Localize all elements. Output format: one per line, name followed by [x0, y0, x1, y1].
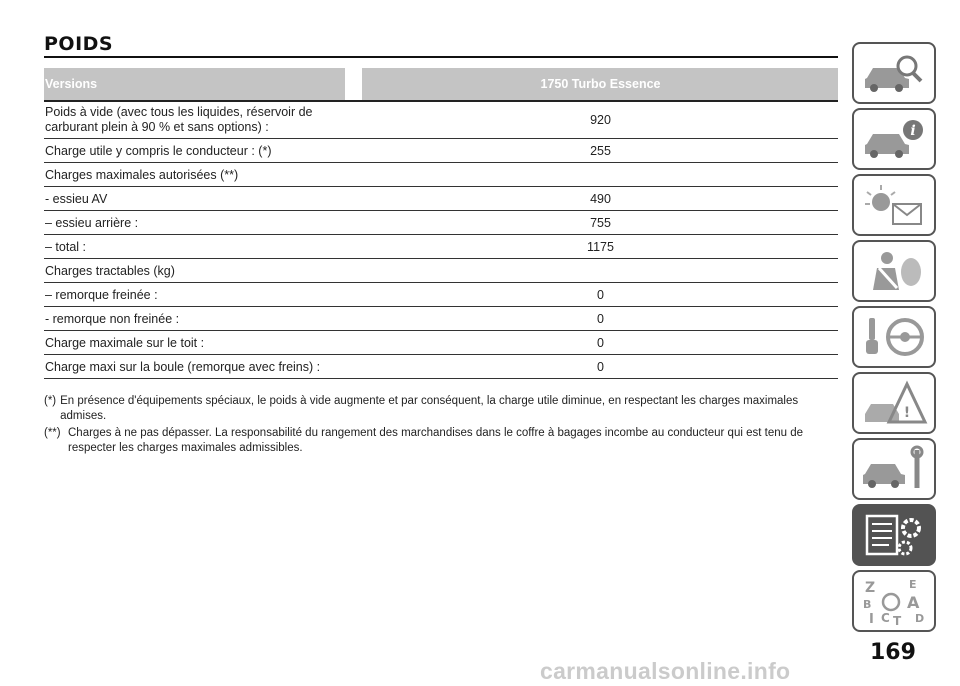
row-value: 0	[362, 307, 838, 331]
footnote-text: Charges à ne pas dépasser. La responsabilité du rangement des marchandises dans le coffre à bagages incombe au conducteur qui est tenu de respecter les charges maximales admissibles.	[68, 427, 803, 454]
tab-technical-specs[interactable]	[852, 504, 936, 566]
seatbelt-airbag-icon	[859, 246, 929, 296]
footnote-text: En présence d'équipements spéciaux, le poids à vide augmente et par conséquent, la charge utile diminue, en respectant les charges maximales admises.	[60, 395, 799, 422]
table-row	[44, 307, 838, 331]
table-row	[44, 283, 838, 307]
row-label: Charges tractables (kg)	[44, 259, 345, 283]
row-label: - remorque non freinée :	[44, 307, 345, 331]
row-value: 755	[362, 211, 838, 235]
table-row	[44, 235, 838, 259]
footnote	[44, 426, 838, 456]
car-info-icon	[859, 114, 929, 164]
table-header	[44, 68, 838, 101]
svg-text:D: D	[915, 612, 925, 625]
row-value: 490	[362, 187, 838, 211]
header-versions: Versions	[44, 68, 345, 101]
index-letters-icon	[859, 576, 929, 626]
footnote	[44, 394, 838, 424]
steering-key-icon	[859, 312, 929, 362]
row-label: – remorque freinée :	[44, 283, 345, 307]
row-value: 255	[362, 139, 838, 163]
svg-text:i: i	[910, 123, 916, 139]
row-label: Charge maxi sur la boule (remorque avec freins) :	[44, 355, 345, 379]
row-value	[362, 163, 838, 187]
table-row	[44, 259, 838, 283]
row-value: 1175	[362, 235, 838, 259]
title-rule	[44, 56, 838, 58]
svg-text:E: E	[909, 578, 917, 591]
weights-table	[44, 68, 838, 379]
row-value	[362, 259, 838, 283]
table-row	[44, 101, 838, 139]
footnotes	[44, 394, 838, 458]
table-row	[44, 331, 838, 355]
row-label: Charge utile y compris le conducteur : (*)	[44, 139, 345, 163]
svg-text:I: I	[869, 612, 874, 626]
warning-lights-icon	[859, 180, 929, 230]
table-row	[44, 355, 838, 379]
tab-car-search[interactable]	[852, 42, 936, 104]
row-value: 920	[362, 101, 838, 139]
tab-breakdown[interactable]	[852, 372, 936, 434]
tab-steering-key[interactable]	[852, 306, 936, 368]
header-engine: 1750 Turbo Essence	[362, 68, 838, 101]
tab-car-info[interactable]	[852, 108, 936, 170]
page-number: 169	[870, 640, 916, 665]
car-search-icon	[859, 48, 929, 98]
breakdown-triangle-icon	[859, 378, 929, 428]
row-value: 0	[362, 331, 838, 355]
tab-car-wrench[interactable]	[852, 438, 936, 500]
row-value: 0	[362, 283, 838, 307]
svg-text:!: !	[903, 405, 911, 421]
svg-text:C: C	[881, 611, 890, 625]
row-value: 0	[362, 355, 838, 379]
tab-warning-lights[interactable]	[852, 174, 936, 236]
row-label: - essieu AV	[44, 187, 345, 211]
svg-text:A: A	[907, 593, 920, 612]
table-row	[44, 139, 838, 163]
table-row	[44, 163, 838, 187]
tab-seatbelt-airbag[interactable]	[852, 240, 936, 302]
watermark: carmanualsonline.info	[540, 658, 791, 684]
section-tabs	[852, 42, 936, 636]
page-title: POIDS	[44, 33, 114, 55]
svg-text:B: B	[863, 598, 872, 611]
svg-text:T: T	[893, 614, 902, 626]
footnote-mark: (**)	[44, 427, 61, 439]
car-wrench-icon	[859, 444, 929, 494]
row-label: Poids à vide (avec tous les liquides, réservoir de carburant plein à 90 % et sans options) :	[44, 101, 345, 139]
footnote-mark: (*)	[44, 395, 57, 407]
specs-list-gear-icon	[859, 510, 929, 560]
tab-index[interactable]	[852, 570, 936, 632]
row-label: – essieu arrière :	[44, 211, 345, 235]
table-row	[44, 187, 838, 211]
table-row	[44, 211, 838, 235]
svg-text:Z: Z	[865, 580, 876, 596]
row-label: Charge maximale sur le toit :	[44, 331, 345, 355]
row-label: – total :	[44, 235, 345, 259]
row-label: Charges maximales autorisées (**)	[44, 163, 345, 187]
